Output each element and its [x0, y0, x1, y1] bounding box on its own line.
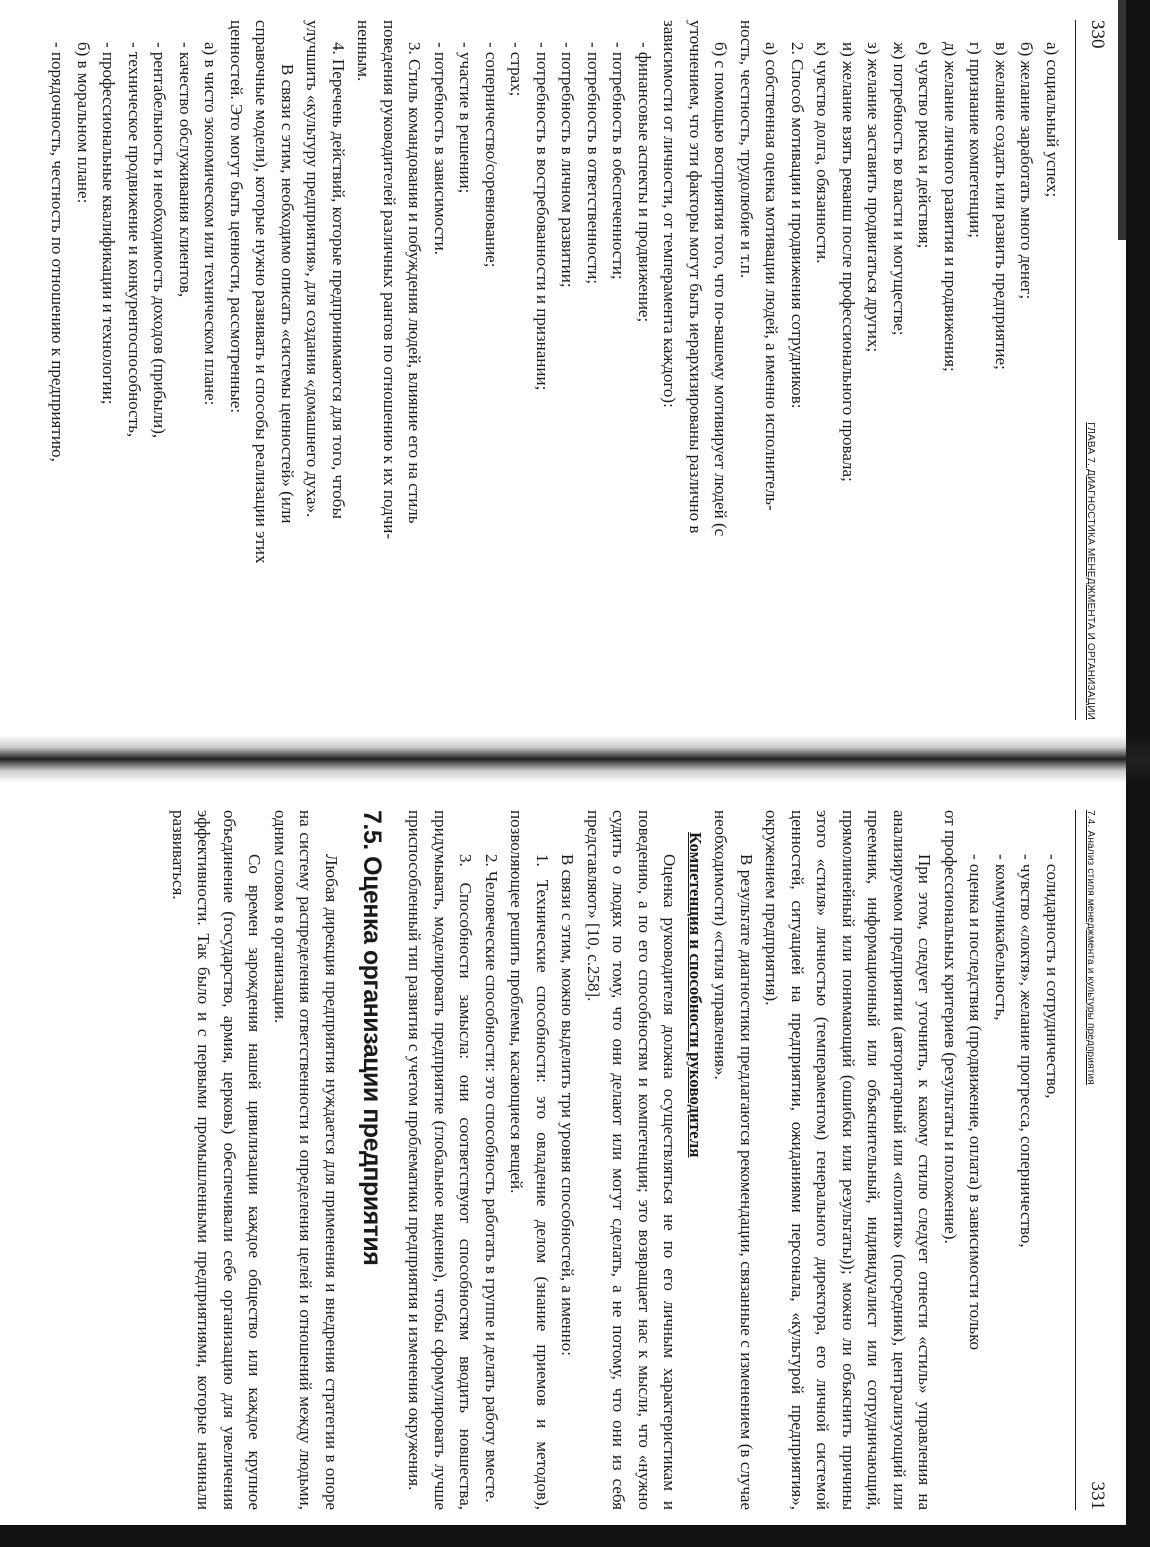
text-line: справочные модели), которые нужно развивать и способы реализации этих — [252, 20, 272, 564]
text-line: ненным. — [354, 20, 374, 82]
text-line: улучшить «культуру предприятия», для создания «домашнего духа». — [303, 20, 323, 518]
list-item: - финансовые аспекты и продвижение; — [635, 42, 654, 323]
list-item: б) желание заработать много денег; — [1017, 42, 1037, 300]
scan-edge-bottom — [0, 1525, 1150, 1547]
text-line: 4. Перечень действий, которые предпринимаются для того, чтобы — [329, 42, 348, 519]
list-item: д) желание личного развития и продвижения; — [941, 42, 960, 372]
list-item: е) чувство риска и действия; — [915, 42, 935, 249]
paragraph-style: При этом, следует уточнить, к какому стилю следует отнести «стиль» управления на анализируемом предприятии (авторитарный или «политик» (посредник), централизующий или преемник, информационный или объяснительный, индивидуалист или сотрудничающий, прямолинейный или понимающий (ошибки или результаты)); можно ли объяснить причины этого «стиля» личностью (темпераментом) генерального директора, его личной системой ценностей, ситуацией на предприятии, ожиданиями персонала, «культурой предприятия», окружением предприятия). — [762, 810, 935, 1510]
paragraph-direction: Любая дирекция предприятия нуждается для применения и внедрения стратегии в опоре на систему распределения ответственности и определения целей и отношений между людьми, одним словом в организации. — [271, 810, 341, 1510]
list-item: - профессиональные квалификации и технологии; — [99, 42, 119, 405]
list-item: б) в моральном плане: — [74, 42, 93, 204]
list-item: - потребность в ответственности; — [584, 42, 603, 285]
list-item: з) желание заставить продвигаться других; — [864, 42, 884, 353]
page-331 — [70, 810, 1110, 1510]
running-head — [1075, 20, 1110, 720]
list-item: - качество обслуживания клиентов, — [176, 42, 195, 298]
list-item: - солидарность и сотрудничество, — [1043, 854, 1062, 1099]
text-line: 2. Способ мотивации и продвижения сотрудников: — [788, 42, 807, 409]
text-line: а) собственная оценка мотивации людей, а именно исполнитель- — [762, 42, 782, 511]
page-number: 330 — [1087, 20, 1108, 49]
list-item: - коммуникабельность, — [992, 854, 1011, 1021]
list-item: к) чувство долга, обязанности. — [813, 42, 833, 264]
list-item: - рентабельность и необходимость доходов (прибыли), — [150, 42, 170, 439]
paragraph-history: Со времен зарождения нашей цивилизации каждое общество или каждое крупное объединение (государство, армия, церковь) обеспечивали себе организацию для увеличения эффективности. Так было и с первыми промышленными предприятиями, которые начинали развиваться. — [169, 810, 265, 1510]
paragraph-level-3: 3. Способности замысла: они соответствуют способностям вводить новшества, придумывать, моделировать предприятие (глобальное видение), чтобы сформулировать лучше приспособленный тип развития с учетом проблематики предприятия и изменения окружения. — [405, 810, 476, 1510]
subheading-competence: Компетенция и способности руководителя — [686, 832, 705, 1158]
running-head-text: ГЛАВА 7. ДИАГНОСТИКА МЕНЕДЖМЕНТА И ОРГАНИЗАЦИИ — [1085, 422, 1097, 720]
list-item: в) желание создать или развить предприятие; — [992, 42, 1011, 370]
running-head-text: 7.4. Анализ стиля менеджмента и культуры предприятия — [1085, 810, 1097, 1085]
list-item: - потребность в востребованности и признании; — [533, 42, 552, 391]
book-spine-shadow — [0, 735, 1150, 783]
list-item: - потребность в личном развитии; — [558, 42, 578, 288]
text-line: б) с помощью восприятия того, что по-вашему мотивирует людей (с — [711, 42, 731, 537]
text-line: ность, честность, трудолюбие и т.п. — [737, 20, 756, 279]
list-item: - участие в решении; — [456, 42, 476, 194]
text-line: зависимости от личности, от темперамента каждого): — [660, 20, 680, 408]
list-item: а) социальный успех; — [1043, 42, 1062, 198]
list-item: - страх; — [507, 42, 527, 97]
running-head — [1075, 810, 1110, 1510]
page-330 — [48, 20, 1110, 720]
list-item: - потребность в зависимости. — [431, 42, 450, 255]
list-item: - техническое продвижение и конкурентоспособность, — [125, 42, 144, 438]
paragraph-level-1: 1. Технические способности: это овладение делом (знание приемов и методов), позволяющее решить проблемы, касающиеся вещей. — [507, 810, 552, 1510]
paragraph-level-2: 2. Человеческие способности: это способность работать в группе и делать работу вместе. — [482, 854, 501, 1503]
text-line: 3. Стиль командования и побуждения людей, влияние его на стиль — [405, 42, 425, 524]
list-item: - чувство «локтя», желание прогресса, соперничество, — [1017, 854, 1037, 1248]
scan-edge-shadow — [1118, 0, 1126, 240]
text-line: ценностей. Это могут быть ценности, рассмотренные: — [227, 20, 246, 414]
list-item: г) признание компетенции; — [966, 42, 986, 238]
list-item: и) желание взять реванш после профессионального провала; — [839, 42, 858, 482]
paragraph-levels: В связи с этим, можно выделить три уровня способностей, а именно: — [558, 854, 578, 1356]
list-item: - соперничество/соревнование; — [482, 42, 501, 268]
text-line: от профессиональных критериев (результаты и положение). — [941, 810, 960, 1244]
list-item: а) в чисто экономическом или техническом плане: — [201, 42, 221, 406]
page-331-body — [166, 810, 1066, 1510]
text-line: уточнением, что эти факторы могут быть иерархизированы различно в — [686, 20, 705, 534]
list-item: - потребность в обеспеченности; — [609, 42, 629, 280]
page-330-body — [45, 20, 1065, 720]
text-line: В связи с этим, необходимо описать «системы ценностей» (или — [278, 64, 297, 524]
list-item: - порядочность, честность по отношению к предприятию, — [48, 42, 68, 462]
section-title: 7.5. Оценка организации предприятия — [358, 810, 386, 1266]
paragraph-results: В результате диагностики предлагаются рекомендации, связанные с изменением (в случае необходимости) «стиля управления». — [711, 810, 756, 1510]
list-item: - оценка и последствия (продвижение, оплата) в зависимости только — [966, 854, 986, 1351]
list-item: ж) потребность во власти и могуществе; — [890, 42, 909, 336]
paragraph-competence: Оценка руководителя должна осуществляться не по его личным характеристикам и поведению, а по его способностям и компетенции; это возвращает нас к мысли, что «нужно судить о людях по тому, что они делают или могут сделать, а не потому, что они из себя представляют» [10, с.258]. — [584, 810, 680, 1510]
text-line: поведения руководителей различных рангов по отношению к их подчи- — [380, 20, 399, 539]
page-number: 331 — [1087, 1481, 1108, 1510]
